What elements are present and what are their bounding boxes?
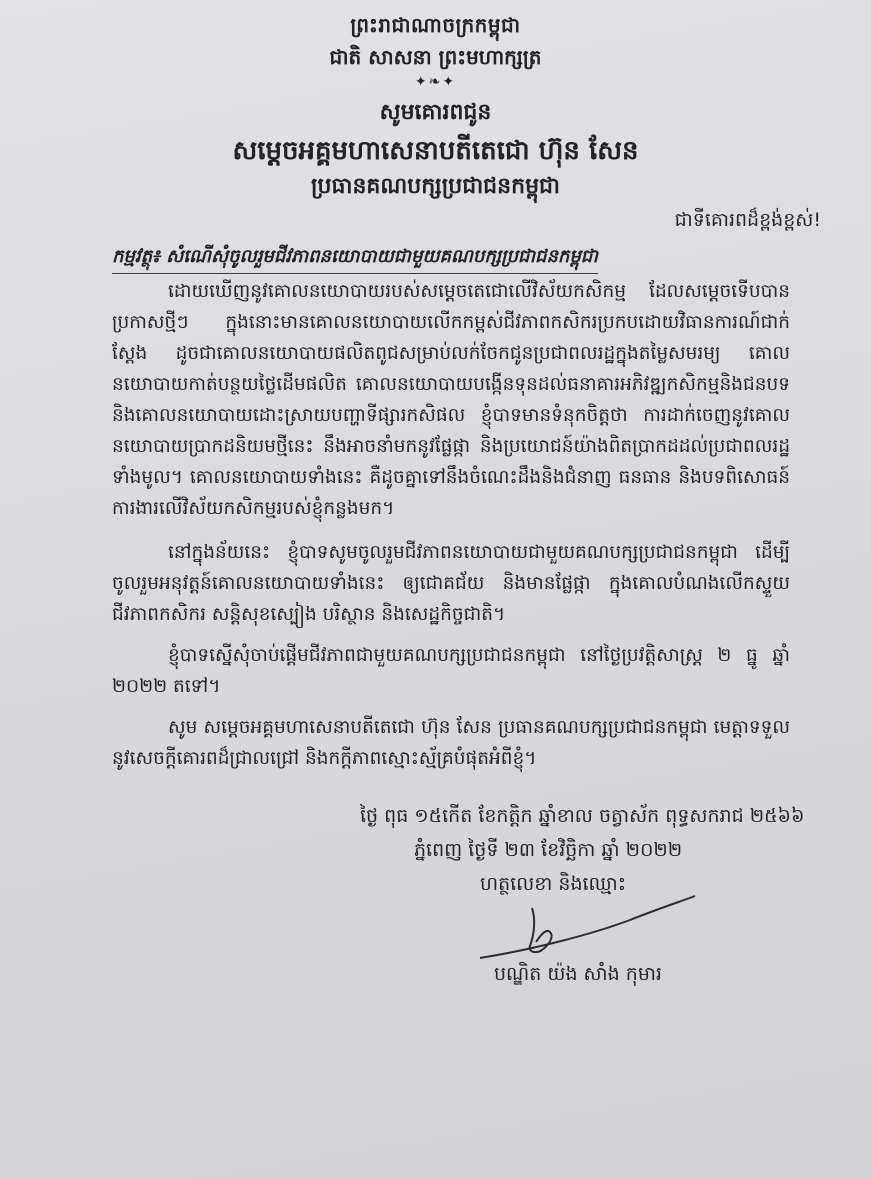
signature-label: ហត្ថលេខា និងឈ្មោះ <box>480 873 627 895</box>
kingdom-header: ព្រះរាជាណាចក្រកម្ពុជា <box>350 13 521 37</box>
handwritten-signature <box>470 880 700 970</box>
body-paragraph-2: នៅក្នុងន័យនេះ ខ្ញុំបាទសូមចូលរួមជីវភាពនយោបាយជាមួយគណបក្សប្រជាជនកម្ពុជា ដើម្បីចូលរួមអនុវត្តន៍គោលនយោបាយទាំងនេះ ឲ្យជោគជ័យ និងមានផ្លែផ្កា ក្នុងគោលបំណងលើកស្ទួយជីវភាពកសិករ សន្តិសុខស្បៀង បរិស្ថាន និងសេដ្ឋកិច្ចជាតិ។ <box>112 542 790 625</box>
signer-name: បណ្ឌិត យ៉ង សាំង កុមារ <box>494 963 662 985</box>
respect-salutation: សូមគោរពជូន <box>379 100 492 125</box>
solar-date: ភ្នំពេញ ថ្ងៃទី ២៣ ខែវិច្ឆិកា ឆ្នាំ ២០២២ <box>414 839 683 861</box>
ornament-divider: ✦❧✦ <box>414 74 457 90</box>
body-paragraph-1: ដោយឃើញនូវគោលនយោបាយរបស់សម្តេចតេជោលើវិស័យកសិកម្ម ដែលសម្តេចទើបបានប្រកាសថ្មីៗ ក្នុងនោះមានគោលនយោបាយលើកកម្ពស់ជីវភាពកសិករប្រកបដោយវិធានការណ៍ជាក់ស្តែង ដូចជាគោលនយោបាយផលិតពូជសម្រាប់លក់ចែកជូនប្រជាពលរដ្ឋក្នុងតម្លៃសមរម្យ គោលនយោបាយកាត់បន្ថយថ្លៃដើមផលិត គោលនយោបាយបង្កើនទុនដល់ធនាគារអភិវឌ្ឍកសិកម្មនិងជនបទ និងគោលនយោបាយដោះស្រាយបញ្ហាទីផ្សារកសិផល ខ្ញុំបាទមានទំនុកចិត្តថា ការដាក់ចេញនូវគោលនយោបាយប្រាកដនិយមថ្មីនេះ នឹងអាចនាំមកនូវផ្លែផ្កា និងប្រយោជន៍យ៉ាងពិតប្រាកដដល់ប្រជាពលរដ្ឋទាំងមូល។ គោលនយោបាយទាំងនេះ គឺដូចគ្នាទៅនឹងចំណេះដឹងនិងជំនាញ ធនធាន និងបទពិសោធន៍ការងារលើវិស័យកសិកម្មរបស់ខ្ញុំកន្លងមក។ <box>112 281 790 519</box>
honorific-line: ជាទីគោរពដ៏ខ្ពង់ខ្ពស់! <box>674 209 821 231</box>
recipient-title: ប្រធានគណបក្សប្រជាជនកម្ពុជា <box>310 174 560 199</box>
national-motto: ជាតិ សាសនា ព្រះមហាក្សត្រ <box>329 45 542 69</box>
recipient-name: សម្តេចអគ្គមហាសេនាបតីតេជោ ហ៊ុន សែន <box>232 136 639 166</box>
subject-line: កម្មវត្ថុ៖ សំណើសុំចូលរួមជីវភាពនយោបាយជាមួយគណបក្សប្រជាជនកម្ពុជា <box>112 244 598 274</box>
lunar-date: ថ្ងៃ ពុធ ១៥កើត ខែកត្តិក ឆ្នាំខាល ចត្វាស័ក ពុទ្ធសករាជ ២៥៦៦ <box>360 805 805 827</box>
body-paragraph-4: សូម សម្តេចអគ្គមហាសេនាបតីតេជោ ហ៊ុន សែន ប្រធានគណបក្សប្រជាជនកម្ពុជា មេត្តាទទួលនូវសេចក្តីគោរពដ៏ជ្រាលជ្រៅ និងកក្តីភាពស្មោះស្ម័គ្របំផុតអំពីខ្ញុំ។ <box>112 717 790 769</box>
body-paragraph-3: ខ្ញុំបាទស្នើសុំចាប់ផ្តើមជីវភាពជាមួយគណបក្សប្រជាជនកម្ពុជា នៅថ្ងៃប្រវត្តិសាស្ត្រ ២ ធ្នូ ឆ្នាំ ២០២២ តទៅ។ <box>112 645 790 697</box>
